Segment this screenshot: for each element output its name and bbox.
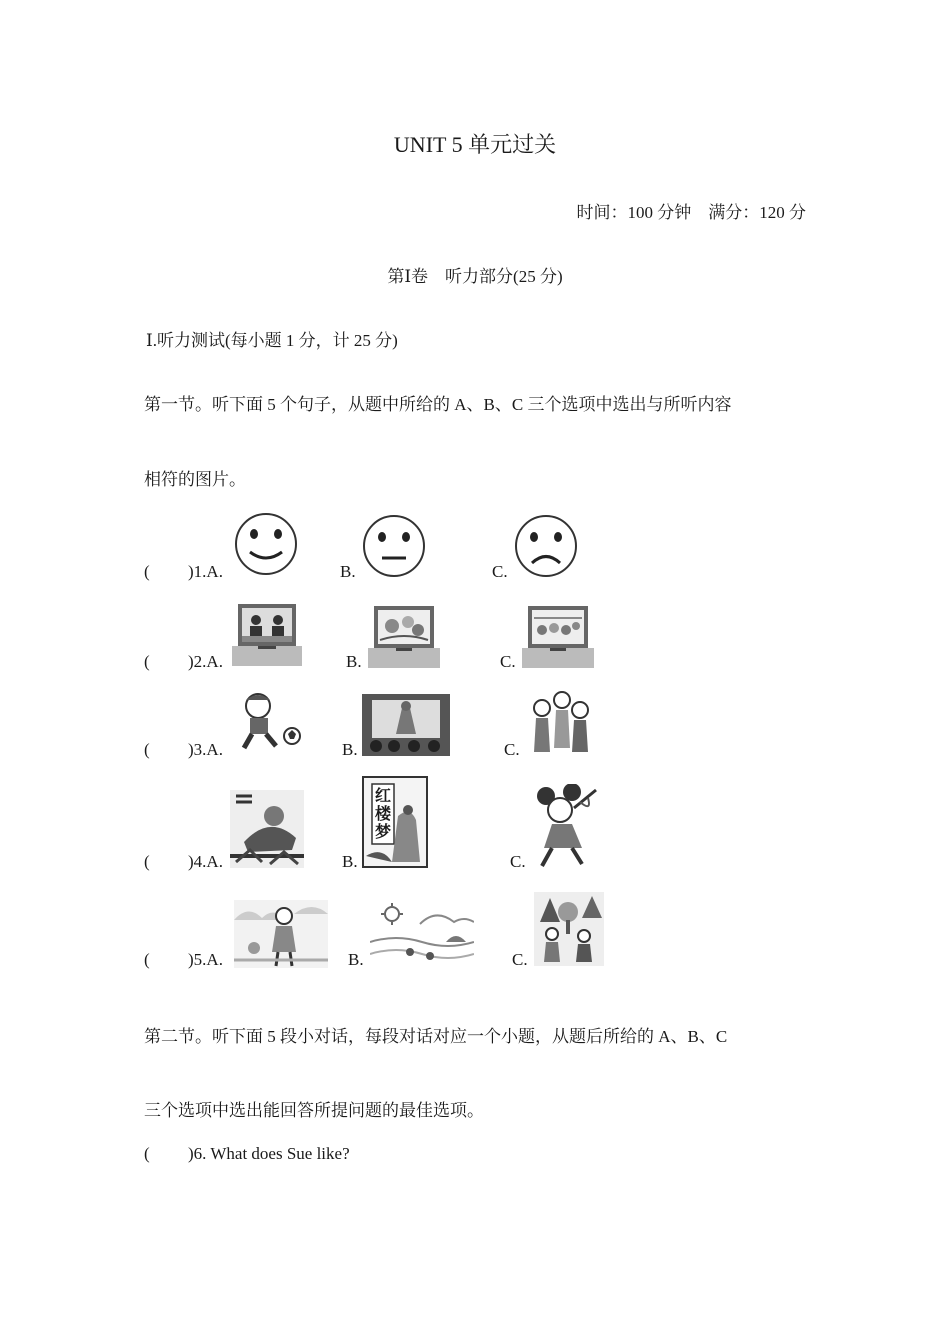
answer-paren: ( xyxy=(144,562,150,581)
exam-meta: 时间：100 分钟 满分：120 分 xyxy=(576,203,806,222)
question-number: )5.A. xyxy=(188,950,223,969)
option-c-label: C. xyxy=(510,852,526,871)
neutral-face-icon xyxy=(362,514,426,578)
seaside-scene-icon xyxy=(370,902,474,966)
girl-in-park-icon xyxy=(234,900,328,968)
tv-news-icon xyxy=(232,602,302,666)
dream-of-red-mansions-book-icon xyxy=(362,776,428,868)
answer-paren: ( xyxy=(144,1144,150,1163)
tv-game-show-icon xyxy=(522,604,594,668)
part-2-instruction-line-1: 第二节。听下面 5 段小对话，每段对话对应一个小题，从题后所给的 A、B、C xyxy=(144,1027,728,1046)
option-c-label: C. xyxy=(512,950,528,969)
book-title-glyph: 梦 xyxy=(375,824,392,841)
cartoon-mouse-dancing-icon xyxy=(532,784,600,870)
option-c-label: C. xyxy=(492,562,508,581)
part-1-instruction-line-1: 第一节。听下面 5 个句子，从题中所给的 A、B、C 三个选项中选出与所听内容 xyxy=(144,395,732,414)
answer-paren: ( xyxy=(144,950,150,969)
option-b-label: B. xyxy=(342,852,358,871)
part-2-instruction-line-2: 三个选项中选出能回答所提问题的最佳选项。 xyxy=(144,1101,484,1120)
option-b-label: B. xyxy=(348,950,364,969)
sad-face-icon xyxy=(514,514,578,578)
book-title-glyph: 楼 xyxy=(375,806,392,823)
section-heading: Ⅰ.听力测试(每小题 1 分，计 25 分) xyxy=(146,331,398,350)
page-title: UNIT 5 单元过关 xyxy=(393,132,557,157)
option-c-label: C. xyxy=(500,652,516,671)
option-b-label: B. xyxy=(342,740,358,759)
children-in-forest-icon xyxy=(534,892,604,966)
option-b-label: B. xyxy=(340,562,356,581)
boy-playing-soccer-icon xyxy=(232,690,302,754)
part-heading: 第Ⅰ卷 听力部分(25 分) xyxy=(387,267,563,286)
tv-cartoon-icon xyxy=(368,604,440,668)
journey-to-the-west-book-icon xyxy=(230,790,304,868)
smiling-face-icon xyxy=(234,512,298,576)
answer-paren: ( xyxy=(144,652,150,671)
question-number: )3.A. xyxy=(188,740,223,759)
answer-paren: ( xyxy=(144,740,150,759)
group-of-friends-icon xyxy=(526,686,596,756)
question-number: )2.A. xyxy=(188,652,223,671)
part-1-instruction-line-2: 相符的图片。 xyxy=(144,470,246,489)
option-c-label: C. xyxy=(504,740,520,759)
question-6-text: )6. What does Sue like? xyxy=(188,1144,350,1163)
question-number: )1.A. xyxy=(188,562,223,581)
question-number: )4.A. xyxy=(188,852,223,871)
book-title-glyph: 红 xyxy=(375,788,392,805)
answer-paren: ( xyxy=(144,852,150,871)
option-b-label: B. xyxy=(346,652,362,671)
cinema-screen-icon xyxy=(362,694,450,756)
